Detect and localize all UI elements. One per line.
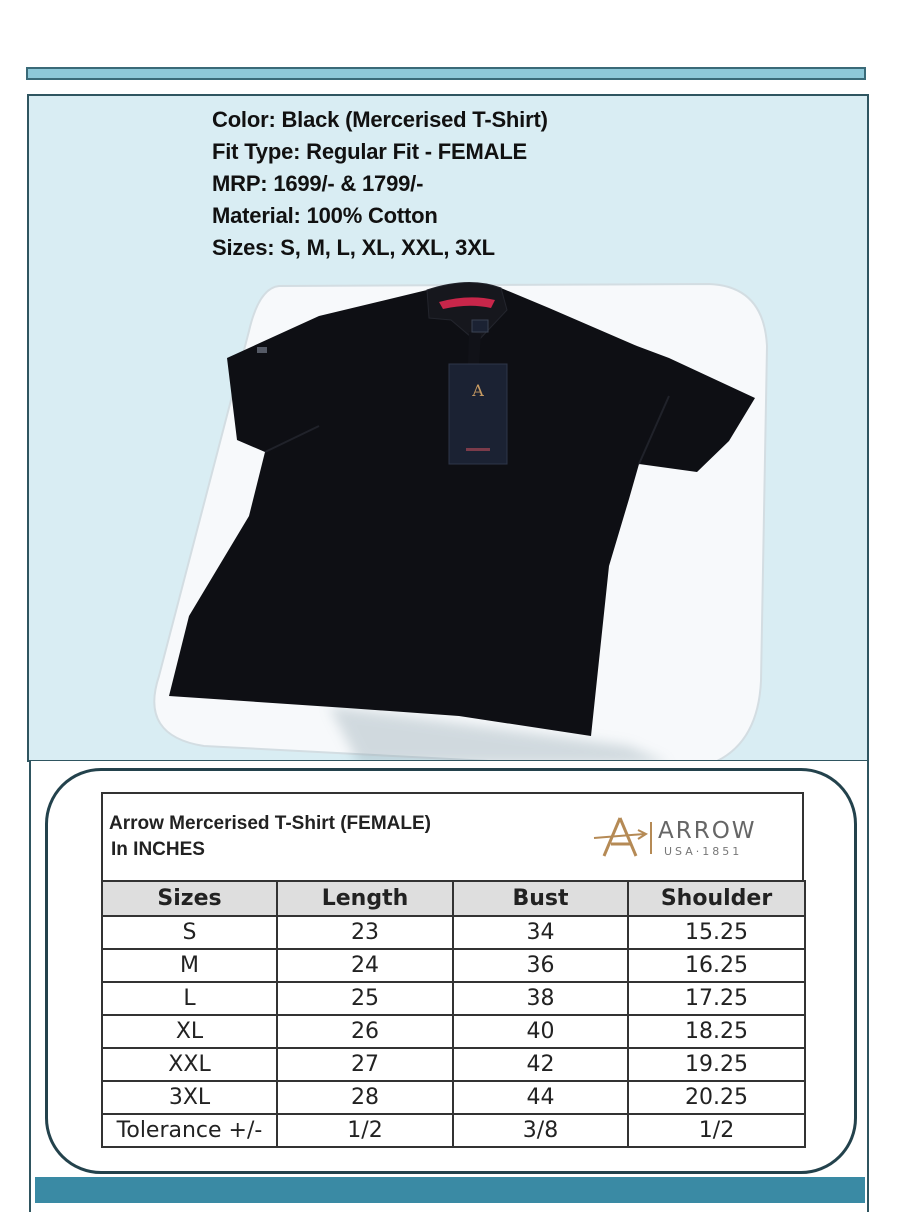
table-row bbox=[102, 1015, 805, 1048]
brand-tagline: USA·1851 bbox=[664, 845, 743, 858]
table-row bbox=[102, 982, 805, 1015]
table-row bbox=[102, 1048, 805, 1081]
cell-size: S bbox=[102, 916, 277, 949]
cell-length: 27 bbox=[277, 1048, 453, 1081]
cell-shoulder: 16.25 bbox=[628, 949, 805, 982]
cell-shoulder: 18.25 bbox=[628, 1015, 805, 1048]
size-table bbox=[101, 880, 806, 1148]
cell-length: 26 bbox=[277, 1015, 453, 1048]
spec-fit-type: Fit Type: Regular Fit - FEMALE bbox=[212, 139, 528, 164]
cell-shoulder: 17.25 bbox=[628, 982, 805, 1015]
spec-material: Material: 100% Cotton bbox=[212, 203, 438, 228]
cell-bust: 3/8 bbox=[453, 1114, 628, 1147]
size-chart-header bbox=[101, 792, 804, 880]
top-banner-bar bbox=[26, 67, 866, 80]
cell-size: 3XL bbox=[102, 1081, 277, 1114]
cell-size: XXL bbox=[102, 1048, 277, 1081]
cell-shoulder: 1/2 bbox=[628, 1114, 805, 1147]
col-header-sizes: Sizes bbox=[102, 881, 277, 916]
table-row bbox=[102, 949, 805, 982]
size-chart bbox=[101, 792, 804, 1148]
cell-size: L bbox=[102, 982, 277, 1015]
bottom-banner-bar bbox=[35, 1177, 865, 1203]
cell-bust: 44 bbox=[453, 1081, 628, 1114]
size-table-header-row bbox=[102, 881, 805, 916]
brand-name: ARROW bbox=[658, 818, 757, 844]
cell-bust: 42 bbox=[453, 1048, 628, 1081]
cell-bust: 38 bbox=[453, 982, 628, 1015]
table-row bbox=[102, 916, 805, 949]
size-chart-panel bbox=[29, 761, 869, 1212]
cell-length: 25 bbox=[277, 982, 453, 1015]
cell-length: 24 bbox=[277, 949, 453, 982]
cell-length: 1/2 bbox=[277, 1114, 453, 1147]
arrow-logo bbox=[592, 814, 790, 860]
spec-color: Color: Black (Mercerised T-Shirt) bbox=[212, 107, 548, 132]
col-header-shoulder: Shoulder bbox=[628, 881, 805, 916]
cell-tolerance-label: Tolerance +/- bbox=[102, 1114, 277, 1147]
cell-shoulder: 15.25 bbox=[628, 916, 805, 949]
cell-length: 23 bbox=[277, 916, 453, 949]
arrow-a-icon bbox=[592, 814, 648, 860]
cell-shoulder: 19.25 bbox=[628, 1048, 805, 1081]
cell-bust: 36 bbox=[453, 949, 628, 982]
spec-sizes: Sizes: S, M, L, XL, XXL, 3XL bbox=[212, 235, 495, 260]
product-specs bbox=[212, 104, 548, 264]
tolerance-row bbox=[102, 1114, 805, 1147]
cell-bust: 34 bbox=[453, 916, 628, 949]
table-row bbox=[102, 1081, 805, 1114]
product-panel bbox=[27, 94, 869, 762]
spec-mrp: MRP: 1699/- & 1799/- bbox=[212, 171, 424, 196]
cell-bust: 40 bbox=[453, 1015, 628, 1048]
svg-text:A: A bbox=[472, 381, 484, 400]
cell-shoulder: 20.25 bbox=[628, 1081, 805, 1114]
cell-size: M bbox=[102, 949, 277, 982]
cell-length: 28 bbox=[277, 1081, 453, 1114]
col-header-length: Length bbox=[277, 881, 453, 916]
size-chart-unit: In INCHES bbox=[111, 839, 205, 860]
size-chart-title: Arrow Mercerised T-Shirt (FEMALE) bbox=[109, 813, 431, 834]
cell-size: XL bbox=[102, 1015, 277, 1048]
col-header-bust: Bust bbox=[453, 881, 628, 916]
